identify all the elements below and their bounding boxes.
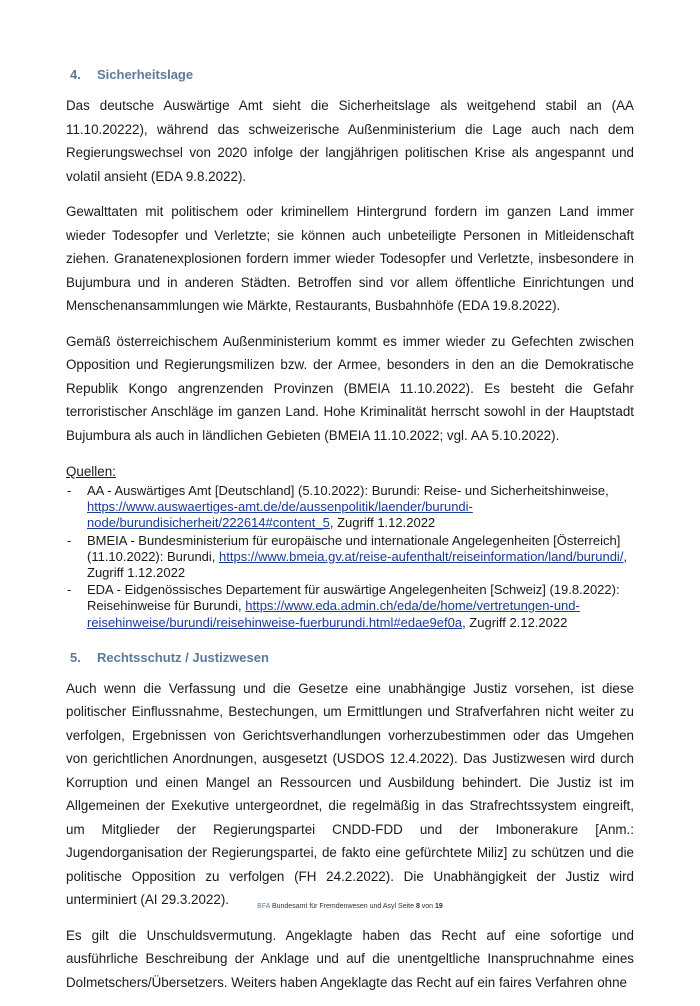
section-title: Rechtsschutz / Justizwesen <box>97 649 269 665</box>
source-item <box>66 533 634 582</box>
page-content <box>66 66 634 1006</box>
sources-list <box>66 483 634 631</box>
source-item <box>66 582 634 631</box>
source-link[interactable]: https://www.eda.admin.ch/eda/de/home/vertretungen-und-reisehinweise/burundi/reisehinweise-fuerburundi.html#edae9ef0a <box>87 598 580 630</box>
source-access-date: , Zugriff 1.12.2022 <box>329 515 436 531</box>
source-link[interactable]: https://www.auswaertiges-amt.de/de/aussenpolitik/laender/burundi-node/burundisicherheit/222614#content_5 <box>87 499 473 531</box>
page-footer <box>0 903 700 910</box>
list-dash: - <box>67 582 72 598</box>
section-heading-rechtsschutz <box>70 649 634 667</box>
paragraph: Das deutsche Auswärtige Amt sieht die Sicherheitslage als weitgehend stabil an (AA 11.10.20222), während das schweizerische Außenministerium die Lage auch nach dem Regierungswechsel von 2020 infolge der langjährigen politischen Krise als angespannt und volatil ansieht (EDA 9.8.2022). <box>66 98 634 184</box>
source-text: AA - Auswärtiges Amt [Deutschland] (5.10.2022): Burundi: Reise- und Sicherheitshinweise, <box>87 483 609 498</box>
paragraph: Gemäß österreichischem Außenministerium kommt es immer wieder zu Gefechten zwischen Opposition und Regierungsmilizen bzw. der Armee, besonders in den an die Demokratische Republik Kongo angrenzenden Provinzen (BMEIA 11.10.2022). Es besteht die Gefahr terroristischer Anschläge im ganzen Land. Hohe Kriminalität herrscht sowohl in der Hauptstadt Bujumbura als auch in ländlichen Gebieten (BMEIA 11.10.2022; vgl. AA 5.10.2022). <box>66 333 634 443</box>
footer-brand: BFA <box>257 903 271 910</box>
source-text: BMEIA - Bundesministerium für europäische und internationale Angelegenheiten [Österreich] (11.10.2022): Burundi, <box>87 532 621 564</box>
paragraph: Auch wenn die Verfassung und die Gesetze eine unabhängige Justiz vorsehen, ist diese politischer Einflussnahme, Bestechungen, um Ermittlungen und Strafverfahren nicht weiter zu verfolgen, Ergebnissen von Gerichtsverhandlungen vorherzubestimmen oder das Umgehen von gerichtlichen Anordnungen, ausgesetzt (USDOS 12.4.2022). Das Justizwesen wird durch Korruption und einen Mangel an Ressourcen und Ausbildung behindert. Die Justiz ist im Allgemeinen der Exekutive untergeordnet, die regelmäßig in das Strafrechtssystem eingreift, um Mitglieder der Regierungspartei CNDD-FDD und der Imbonerakure [Anm.: Jugendorganisation der Regierungspartei, de fakto eine gefürchtete Miliz] zu schützen und die politische Opposition zu verfolgen (FH 24.2.2022). Die Unabhängigkeit der Justiz wird unterminiert (AI 29.3.2022). <box>66 680 634 908</box>
source-link[interactable]: https://www.bmeia.gv.at/reise-aufenthalt/reiseinformation/land/burundi/ <box>219 548 624 564</box>
list-dash: - <box>67 483 72 498</box>
footer-text: Bundesamt für Fremdenwesen und Asyl Seite <box>270 903 416 910</box>
list-dash: - <box>67 532 72 548</box>
source-access-date: , Zugriff 1.12.2022 <box>87 548 628 581</box>
section-title: Sicherheitslage <box>97 67 194 82</box>
section-heading-sicherheitslage <box>70 66 634 84</box>
sources-title: Quellen: <box>66 464 116 479</box>
footer-of: von <box>419 903 436 910</box>
source-item <box>66 483 634 532</box>
section-number: 4. <box>70 67 81 82</box>
paragraph: Gewalttaten mit politischem oder kriminellem Hintergrund fordern im ganzen Land immer wieder Todesopfer und Verletzte; sie können auch unbeteiligte Personen in Mitleidenschaft ziehen. Granatenexplosionen fordern immer wieder Todesopfer und Verletzte, insbesondere in Bujumbura und in anderen Städten. Betroffen sind vor allem öffentliche Einrichtungen und Menschenansammlungen wie Märkte, Restaurants, Busbahnhöfe (EDA 19.8.2022). <box>66 204 634 313</box>
footer-page-total: 19 <box>435 903 443 910</box>
section-number: 5. <box>70 649 81 665</box>
source-text: EDA - Eidgenössisches Departement für auswärtige Angelegenheiten [Schweiz] (19.8.2022): Reisehinweise für Burundi, <box>87 582 620 614</box>
paragraph: Es gilt die Unschuldsvermutung. Angeklagte haben das Recht auf eine sofortige und ausführliche Beschreibung der Anklage und auf die unentgeltliche Inanspruchnahme eines Dolmetschers/Übersetzers. Weiters haben Angeklagte das Recht auf ein faires Verfahren ohne <box>66 927 634 990</box>
footer-page-number: 8 <box>415 903 420 910</box>
source-access-date: , Zugriff 2.12.2022 <box>462 614 568 630</box>
